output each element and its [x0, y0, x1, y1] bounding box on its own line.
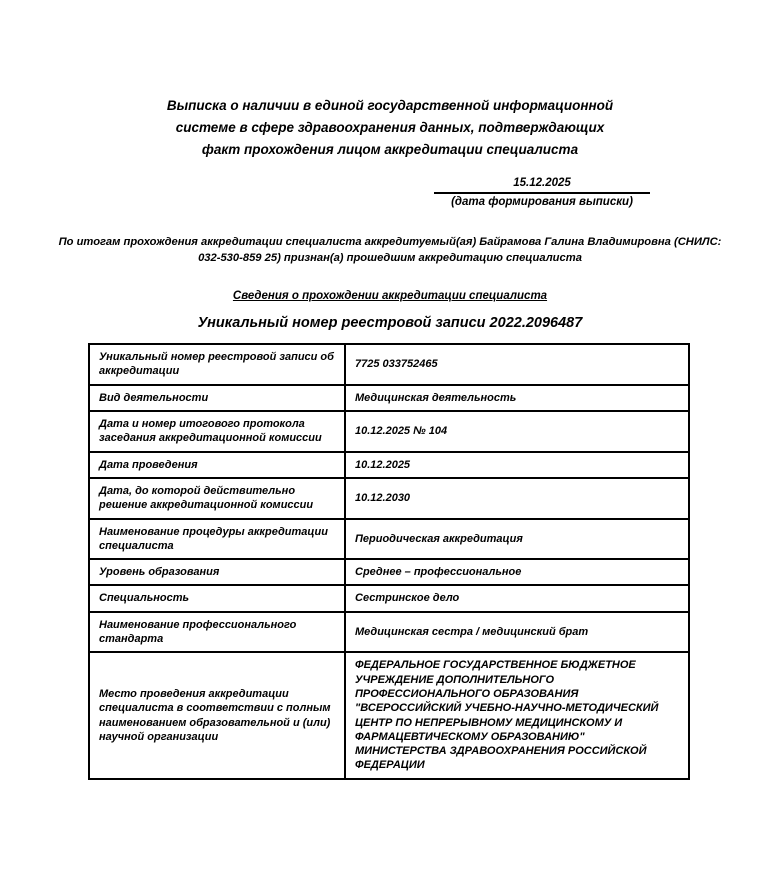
accreditation-table [88, 343, 690, 780]
field-value: 7725 033752465 [345, 344, 689, 385]
registry-number-heading: Уникальный номер реестровой записи 2022.2096487 [197, 315, 583, 332]
field-value: 10.12.2025 № 104 [345, 411, 689, 452]
table-row [89, 519, 689, 560]
field-label: Вид деятельности [89, 385, 345, 411]
field-value: ФЕДЕРАЛЬНОЕ ГОСУДАРСТВЕННОЕ БЮДЖЕТНОЕ УЧРЕЖДЕНИЕ ДОПОЛНИТЕЛЬНОГО ПРОФЕССИОНАЛЬНОГО ОБРАЗОВАНИЯ "ВСЕРОССИЙСКИЙ УЧЕБНО-НАУЧНО-МЕТОДИЧЕСКИЙ ЦЕНТР ПО НЕПРЕРЫВНОМУ МЕДИЦИНСКОМУ И ФАРМАЦЕВТИЧЕСКОМУ ОБРАЗОВАНИЮ" МИНИСТЕРСТВА ЗДРАВООХРАНЕНИЯ РОССИЙСКОЙ ФЕДЕРАЦИИ [345, 652, 689, 778]
field-label: Наименование профессионального стандарта [89, 612, 345, 653]
table-row [89, 585, 689, 611]
field-value: 10.12.2025 [345, 452, 689, 478]
field-value: Медицинская деятельность [345, 385, 689, 411]
field-label: Специальность [89, 585, 345, 611]
extract-date-caption: (дата формирования выписки) [451, 195, 633, 208]
extract-date: 15.12.2025 [434, 177, 650, 194]
document-title: Выписка о наличии в единой государственной информационной системе в сфере здравоохранения данных, подтверждающих факт прохождения лицом аккредитации специалиста [166, 98, 614, 157]
table-row [89, 385, 689, 411]
field-label: Место проведения аккредитации специалиста в соответствии с полным наименованием образовательной и (или) научной организации [89, 652, 345, 778]
field-value: 10.12.2030 [345, 478, 689, 519]
table-row [89, 411, 689, 452]
table-row [89, 612, 689, 653]
table-row [89, 452, 689, 478]
date-block [434, 177, 650, 208]
field-value: Сестринское дело [345, 585, 689, 611]
table-row [89, 344, 689, 385]
field-value: Медицинская сестра / медицинский брат [345, 612, 689, 653]
field-value: Среднее – профессиональное [345, 559, 689, 585]
field-label: Наименование процедуры аккредитации специалиста [89, 519, 345, 560]
field-label: Уровень образования [89, 559, 345, 585]
table-row [89, 559, 689, 585]
field-label: Уникальный номер реестровой записи об аккредитации [89, 344, 345, 385]
field-label: Дата проведения [89, 452, 345, 478]
field-label: Дата, до которой действительно решение аккредитационной комиссии [89, 478, 345, 519]
accreditation-table-body [89, 344, 689, 779]
table-row [89, 478, 689, 519]
section-heading: Сведения о прохождении аккредитации специалиста [232, 290, 548, 303]
table-row [89, 652, 689, 778]
field-label: Дата и номер итогового протокола заседания аккредитационной комиссии [89, 411, 345, 452]
intro-paragraph: По итогам прохождения аккредитации специалиста аккредитуемый(ая) Байрамова Галина Владимировна (СНИЛС: 032-530-859 25) признан(а) прошедшим аккредитацию специалиста [58, 235, 722, 265]
field-value: Периодическая аккредитация [345, 519, 689, 560]
